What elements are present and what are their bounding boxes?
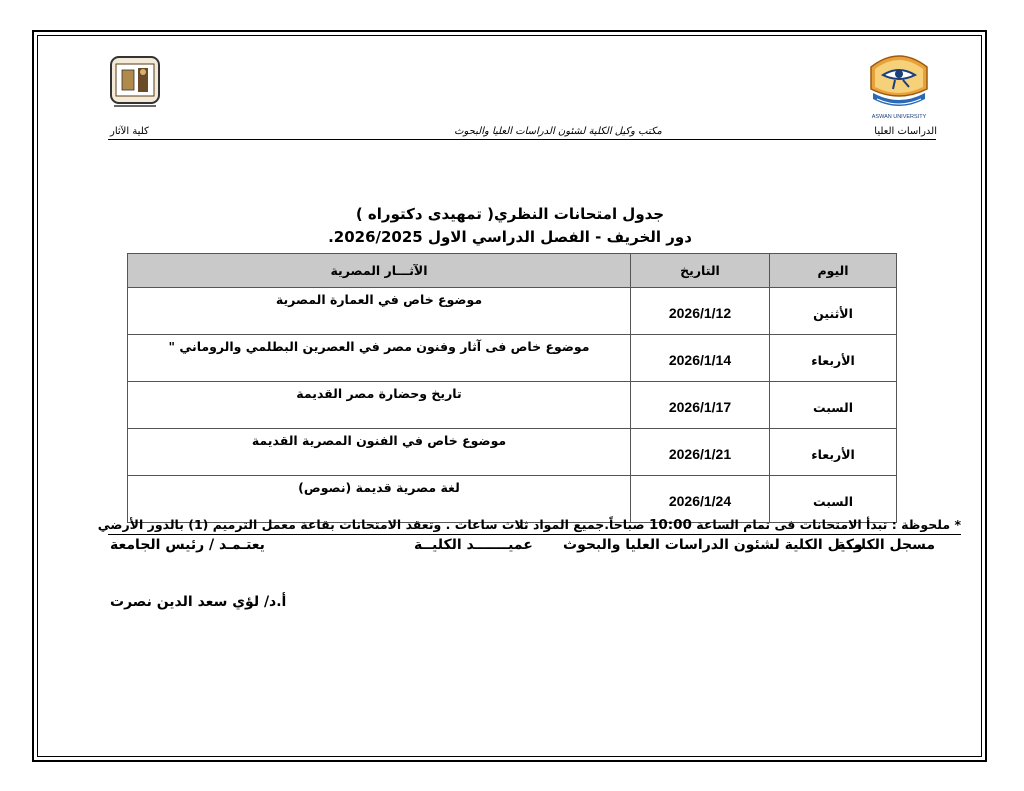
- cell-date: 2026/1/12: [631, 288, 770, 335]
- cell-subject: تاريخ وحضارة مصر القديمة: [128, 382, 631, 429]
- cell-date: 2026/1/14: [631, 335, 770, 382]
- logo-caption: ASWAN UNIVERSITY: [871, 114, 927, 120]
- table-row: [128, 429, 897, 476]
- header-postgrad-label: الدراسات العليا: [874, 126, 937, 137]
- cell-date: 2026/1/17: [631, 382, 770, 429]
- cell-subject: موضوع خاص في الفنون المصرية القديمة: [128, 429, 631, 476]
- note-text-start: * ملحوظة : تبدأ الامتحانات فى تمام الساعة: [696, 517, 961, 532]
- exam-schedule-table: [127, 253, 897, 523]
- table-row: [128, 382, 897, 429]
- header-faculty-label: كلية الآثار: [110, 126, 149, 137]
- page-title: جدول امتحانات النظري( تمهيدى دكتوراه ): [355, 205, 665, 223]
- cell-day: الأثنين: [770, 288, 897, 335]
- cell-date: 2026/1/21: [631, 429, 770, 476]
- signature-registrar: مسجل الكليــة: [837, 537, 936, 553]
- page-subtitle: دور الخريف - الفصل الدراسي الاول 2026/2025.: [328, 228, 692, 246]
- col-header-date: التاريخ: [631, 254, 770, 288]
- note-time: 10:00: [648, 517, 692, 533]
- note-text-end: صباحاً.جميع المواد ثلاث ساعات . وتعقد الامتحانات بقاعة معمل الترميم (1) بالدور الأرضي: [97, 517, 645, 532]
- signer-name: أ.د/ لؤي سعد الدين نصرت: [110, 594, 287, 610]
- header-office-label: مكتب وكيل الكلية لشئون الدراسات العليا والبحوث: [454, 126, 662, 137]
- cell-day: السبت: [770, 382, 897, 429]
- table-header-row: [128, 254, 897, 288]
- cell-date: 2026/1/24: [631, 476, 770, 523]
- table-row: [128, 335, 897, 382]
- exam-note: [97, 516, 961, 535]
- aswan-university-logo: [865, 45, 933, 123]
- col-header-day: اليوم: [770, 254, 897, 288]
- col-header-subject: الآثـــار المصرية: [128, 254, 631, 288]
- signature-dean: عميـــــــد الكليــة: [414, 537, 533, 553]
- signature-approval: يعتـمـد / رئيس الجامعة: [110, 537, 265, 553]
- cell-day: الأربعاء: [770, 335, 897, 382]
- cell-day: السبت: [770, 476, 897, 523]
- header-divider: [108, 139, 936, 140]
- cell-subject: لغة مصرية قديمة (نصوص): [128, 476, 631, 523]
- signature-vice-dean: وكيل الكلية لشئون الدراسات العليا والبحوث: [563, 537, 863, 553]
- table-row: [128, 288, 897, 335]
- cell-subject: موضوع خاص فى آثار وفنون مصر في العصرين البطلمي والروماني ": [128, 335, 631, 382]
- cell-subject: موضوع خاص في العمارة المصرية: [128, 288, 631, 335]
- faculty-logo: [110, 56, 160, 112]
- cell-day: الأربعاء: [770, 429, 897, 476]
